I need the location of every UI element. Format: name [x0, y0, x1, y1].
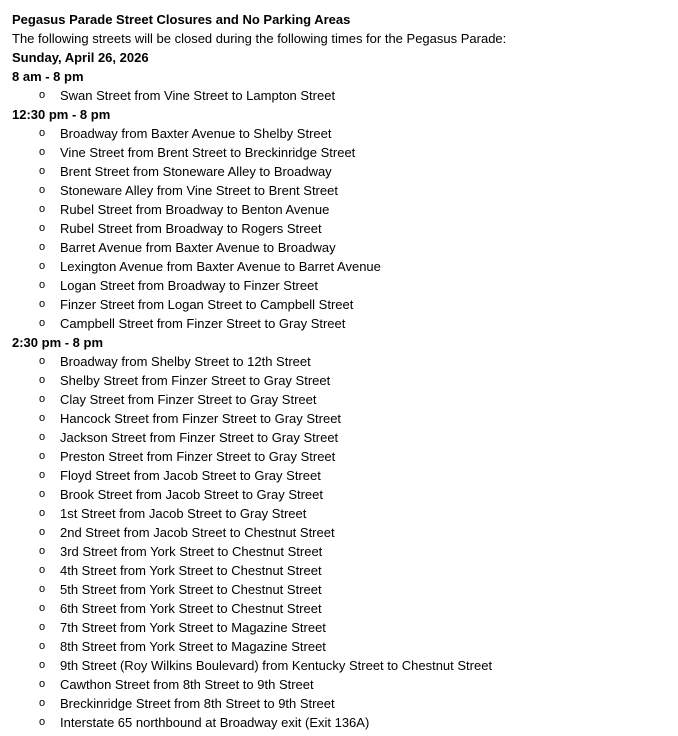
list-item: [12, 466, 678, 485]
bullet-icon: o: [38, 89, 46, 101]
list-item: [12, 523, 678, 542]
list-item: [12, 295, 678, 314]
list-item-text: Campbell Street from Finzer Street to Gray Street: [60, 316, 346, 331]
bullet-icon: o: [38, 241, 46, 253]
list-item: [12, 561, 678, 580]
bullet-icon: o: [38, 469, 46, 481]
list-item-text: Vine Street from Brent Street to Breckinridge Street: [60, 145, 356, 160]
list-item-text: 8th Street from York Street to Magazine Street: [60, 639, 326, 654]
list-item: [12, 181, 678, 200]
bullet-icon: o: [38, 146, 46, 158]
bullet-icon: o: [38, 279, 46, 291]
list-item-text: Shelby Street from Finzer Street to Gray Street: [60, 373, 331, 388]
time-range-heading: 12:30 pm - 8 pm: [12, 107, 111, 122]
list-item-text: Brent Street from Stoneware Alley to Broadway: [60, 164, 332, 179]
bullet-icon: o: [38, 412, 46, 424]
bullet-icon: o: [38, 374, 46, 386]
bullet-icon: o: [38, 165, 46, 177]
time-range-heading: 2:30 pm - 8 pm: [12, 335, 104, 350]
list-item: [12, 504, 678, 523]
list-item: [12, 618, 678, 637]
list-item: [12, 485, 678, 504]
document-intro: The following streets will be closed during the following times for the Pegasus Parade:: [12, 31, 507, 46]
bullet-icon: o: [38, 317, 46, 329]
list-item-text: 3rd Street from York Street to Chestnut Street: [60, 544, 323, 559]
bullet-icon: o: [38, 260, 46, 272]
list-item-text: Interstate 65 northbound at Broadway exit (Exit 136A): [60, 715, 370, 730]
list-item-text: 4th Street from York Street to Chestnut Street: [60, 563, 322, 578]
bullet-icon: o: [38, 716, 46, 728]
list-item: [12, 257, 678, 276]
list-item: [12, 637, 678, 656]
closure-list: [12, 86, 678, 105]
list-item-text: Rubel Street from Broadway to Rogers Street: [60, 221, 322, 236]
list-item-text: Stoneware Alley from Vine Street to Brent Street: [60, 183, 338, 198]
bullet-icon: o: [38, 488, 46, 500]
list-item: [12, 219, 678, 238]
bullet-icon: o: [38, 526, 46, 538]
list-item-text: 5th Street from York Street to Chestnut Street: [60, 582, 322, 597]
list-item-text: Jackson Street from Finzer Street to Gray Street: [60, 430, 339, 445]
bullet-icon: o: [38, 222, 46, 234]
bullet-icon: o: [38, 564, 46, 576]
list-item-text: Broadway from Shelby Street to 12th Street: [60, 354, 311, 369]
list-item-text: 6th Street from York Street to Chestnut Street: [60, 601, 322, 616]
bullet-icon: o: [38, 545, 46, 557]
list-item: [12, 713, 678, 732]
list-item-text: 1st Street from Jacob Street to Gray Street: [60, 506, 307, 521]
bullet-icon: o: [38, 355, 46, 367]
list-item-text: Barret Avenue from Baxter Avenue to Broadway: [60, 240, 336, 255]
document-title: Pegasus Parade Street Closures and No Parking Areas: [12, 12, 351, 27]
list-item: [12, 656, 678, 675]
bullet-icon: o: [38, 678, 46, 690]
list-item: [12, 200, 678, 219]
list-item-text: Logan Street from Broadway to Finzer Street: [60, 278, 318, 293]
list-item: [12, 675, 678, 694]
list-item-text: Floyd Street from Jacob Street to Gray Street: [60, 468, 321, 483]
bullet-icon: o: [38, 431, 46, 443]
list-item-text: 7th Street from York Street to Magazine Street: [60, 620, 326, 635]
list-item-text: Preston Street from Finzer Street to Gray Street: [60, 449, 336, 464]
bullet-icon: o: [38, 583, 46, 595]
list-item-text: Broadway from Baxter Avenue to Shelby Street: [60, 126, 332, 141]
bullet-icon: o: [38, 697, 46, 709]
list-item: [12, 409, 678, 428]
list-item-text: Clay Street from Finzer Street to Gray Street: [60, 392, 317, 407]
list-item-text: Breckinridge Street from 8th Street to 9th Street: [60, 696, 335, 711]
list-item: [12, 314, 678, 333]
closure-sections: [12, 67, 678, 732]
event-date: Sunday, April 26, 2026: [12, 50, 149, 65]
list-item: [12, 447, 678, 466]
list-item: [12, 276, 678, 295]
time-range-heading: 8 am - 8 pm: [12, 69, 84, 84]
list-item-text: 9th Street (Roy Wilkins Boulevard) from Kentucky Street to Chestnut Street: [60, 658, 493, 673]
list-item-text: Rubel Street from Broadway to Benton Avenue: [60, 202, 330, 217]
list-item-text: Brook Street from Jacob Street to Gray Street: [60, 487, 323, 502]
closure-list: [12, 352, 678, 732]
list-item: [12, 124, 678, 143]
bullet-icon: o: [38, 393, 46, 405]
list-item: [12, 238, 678, 257]
list-item-text: Swan Street from Vine Street to Lampton Street: [60, 88, 336, 103]
bullet-icon: o: [38, 507, 46, 519]
bullet-icon: o: [38, 640, 46, 652]
bullet-icon: o: [38, 298, 46, 310]
list-item-text: Lexington Avenue from Baxter Avenue to Barret Avenue: [60, 259, 381, 274]
closure-section: [12, 333, 678, 732]
list-item-text: Finzer Street from Logan Street to Campbell Street: [60, 297, 354, 312]
list-item: [12, 143, 678, 162]
closure-list: [12, 124, 678, 333]
list-item: [12, 371, 678, 390]
list-item: [12, 428, 678, 447]
bullet-icon: o: [38, 184, 46, 196]
list-item: [12, 599, 678, 618]
list-item: [12, 390, 678, 409]
list-item-text: Hancock Street from Finzer Street to Gray Street: [60, 411, 342, 426]
list-item: [12, 162, 678, 181]
bullet-icon: o: [38, 203, 46, 215]
list-item-text: 2nd Street from Jacob Street to Chestnut Street: [60, 525, 335, 540]
bullet-icon: o: [38, 450, 46, 462]
list-item: [12, 352, 678, 371]
bullet-icon: o: [38, 127, 46, 139]
list-item: [12, 694, 678, 713]
list-item: [12, 580, 678, 599]
list-item: [12, 86, 678, 105]
list-item-text: Cawthon Street from 8th Street to 9th Street: [60, 677, 314, 692]
closure-section: [12, 105, 678, 333]
bullet-icon: o: [38, 621, 46, 633]
closure-section: [12, 67, 678, 105]
bullet-icon: o: [38, 602, 46, 614]
bullet-icon: o: [38, 659, 46, 671]
list-item: [12, 542, 678, 561]
